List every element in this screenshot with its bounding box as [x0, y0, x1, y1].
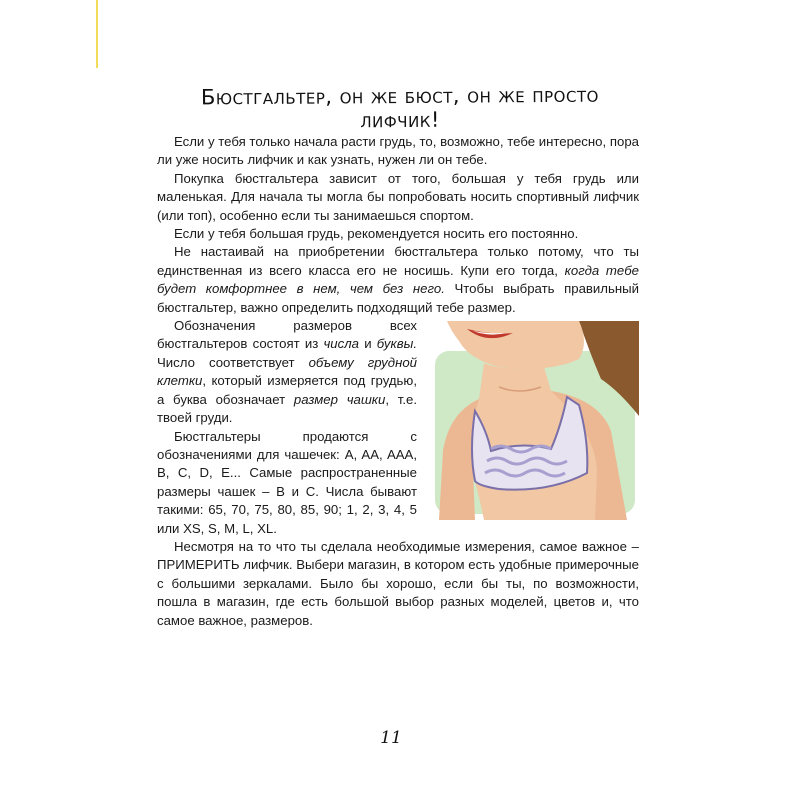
- paragraph-3: Если у тебя большая грудь, рекомендуется носить его постоянно.: [174, 226, 579, 242]
- paragraph-2: Покупка бюстгальтера зависит от того, большая у тебя грудь или маленькая. Для начала ты могла бы попробовать носить спортивный лифчик (или топ), особенно если ты занимаешься спортом.: [157, 170, 639, 223]
- p5-text-c: Число соответствует: [157, 354, 309, 370]
- paragraph-6: Бюстгальтеры продаются с обозначениями для чашечек: A, AA, AAA, B, C, D, E... Самые распространенные размеры чашек – B и C. Числа бывают такими: 65, 70, 75, 80, 85, 90; 1, 2, 3, 4, 5 или XS, S, M, L, XL.: [157, 428, 417, 536]
- illustration-sports-bra: [429, 321, 639, 520]
- article-body: [157, 133, 639, 630]
- p5-text-e: , т.е. твоей груди.: [157, 391, 417, 426]
- p4-text-a: Не настаивай на приобретении бюстгальтера только потому, что ты единственная из всего класса его не носишь. Купи его тогда,: [157, 244, 639, 278]
- page-edge-mark: [96, 0, 98, 68]
- p5-emphasis-1: числа: [323, 336, 360, 352]
- p5-emphasis-4: размер чашки: [293, 391, 386, 407]
- p5-text-b: и: [359, 336, 377, 352]
- illustration-svg: [429, 321, 639, 520]
- paragraph-7: Несмотря на то что ты сделала необходимые измерения, самое важное – ПРИМЕРИТЬ лифчик. Выбери магазин, в котором есть удобные примерочные с большими зеркалами. Было бы хорошо, если бы ты, по возможности, пошла в магазин, где есть большой выбор разных моделей, цветов и, что самое важное, размеров.: [157, 538, 639, 628]
- page-title: Бюстгальтер, он же бюст, он же просто лифчик!: [200, 82, 599, 133]
- paragraph-1: Если у тебя только начала расти грудь, то, возможно, тебе интересно, пора ли уже носить лифчик и как узнать, нужен ли он тебе.: [157, 134, 639, 168]
- p5-emphasis-2: буквы.: [376, 336, 417, 352]
- p4-text-b: Чтобы выбрать правильный бюстгальтер, важно определить подходящий тебе размер.: [157, 281, 639, 315]
- p4-emphasis: когда тебе будет комфортнее в нем, чем без него.: [157, 262, 639, 297]
- page-number: 11: [380, 728, 402, 748]
- p5-text-d: , который измеряется под грудью, а буква обозначает: [157, 373, 417, 407]
- paragraph-4: [157, 243, 639, 317]
- p5-text-a: Обозначения размеров всех бюстгальтеров состоят из: [157, 318, 417, 352]
- p5-emphasis-3: объему грудной клетки: [157, 354, 417, 389]
